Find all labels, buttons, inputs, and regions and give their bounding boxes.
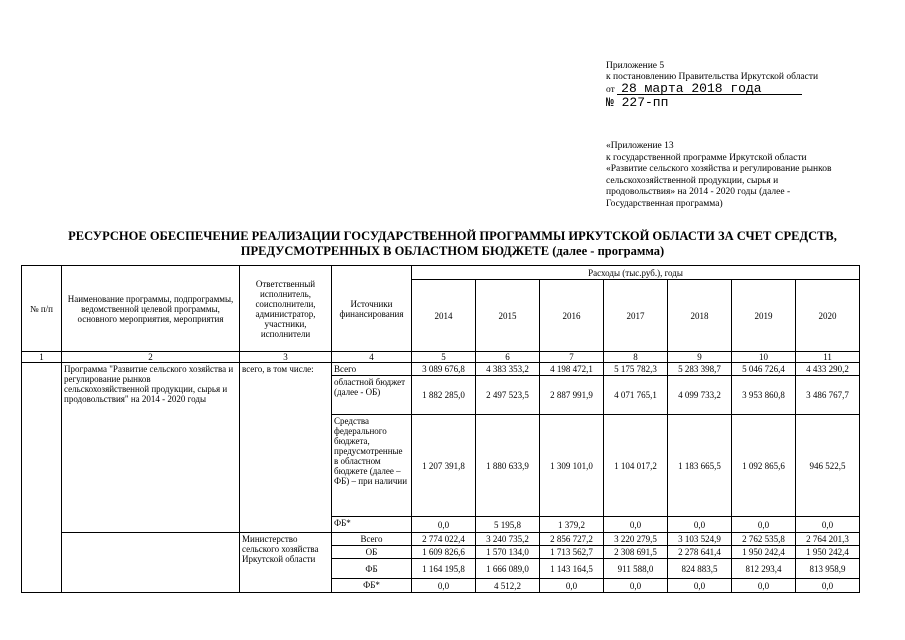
ministry-row-total bbox=[22, 533, 860, 546]
source-cell: ФБ* bbox=[332, 517, 412, 533]
value-cell: 813 958,9 bbox=[796, 559, 860, 579]
appendix-resolution: к постановлению Правительства Иркутской области bbox=[606, 72, 819, 82]
header-row-1 bbox=[22, 266, 860, 280]
value-cell: 1 950 242,4 bbox=[796, 546, 860, 559]
value-cell: 2 497 523,5 bbox=[476, 376, 540, 415]
budget-table bbox=[21, 265, 860, 593]
value-cell: 1 379,2 bbox=[540, 517, 604, 533]
value-cell: 0,0 bbox=[796, 517, 860, 533]
value-cell: 5 046 726,4 bbox=[732, 363, 796, 376]
date-value: 28 марта 2018 года bbox=[617, 83, 801, 95]
value-cell: 4 512,2 bbox=[476, 579, 540, 593]
value-cell: 0,0 bbox=[412, 579, 476, 593]
appendix13-line: «Развитие сельского хозяйства и регулирование рынков bbox=[606, 164, 832, 175]
column-number: 3 bbox=[240, 352, 332, 363]
appendix13-line: к государственной программе Иркутской области bbox=[606, 152, 807, 163]
source-cell: Всего bbox=[332, 533, 412, 546]
value-cell: 1 207 391,8 bbox=[412, 415, 476, 517]
value-cell: 1 570 134,0 bbox=[476, 546, 540, 559]
appendix13-line: продовольствия» на 2014 - 2020 годы (далее - bbox=[606, 187, 791, 198]
value-cell: 1 882 285,0 bbox=[412, 376, 476, 415]
source-cell: ФБ* bbox=[332, 579, 412, 593]
program-executor: всего, в том числе: bbox=[240, 363, 332, 533]
source-cell: областной бюджет (далее - ОБ) bbox=[332, 376, 412, 415]
source-cell: ФБ bbox=[332, 559, 412, 579]
value-cell: 4 383 353,2 bbox=[476, 363, 540, 376]
value-cell: 2 762 535,8 bbox=[732, 533, 796, 546]
header-year: 2016 bbox=[540, 280, 604, 352]
resolution-number: № 227-пп bbox=[606, 95, 669, 110]
header-sources: Источники финансирования bbox=[332, 266, 412, 352]
header-num: № п/п bbox=[22, 266, 62, 352]
value-cell: 1 950 242,4 bbox=[732, 546, 796, 559]
value-cell: 1 092 865,6 bbox=[732, 415, 796, 517]
source-cell: Всего bbox=[332, 363, 412, 376]
program-row-total bbox=[22, 363, 860, 376]
column-number-row bbox=[22, 352, 860, 363]
header-expenses: Расходы (тыс.руб.), годы bbox=[412, 266, 860, 280]
value-cell: 1 104 017,2 bbox=[604, 415, 668, 517]
value-cell: 4 099 733,2 bbox=[668, 376, 732, 415]
column-number: 1 bbox=[22, 352, 62, 363]
column-number: 2 bbox=[62, 352, 240, 363]
header-year: 2020 bbox=[796, 280, 860, 352]
value-cell: 0,0 bbox=[604, 517, 668, 533]
value-cell: 2 774 022,4 bbox=[412, 533, 476, 546]
source-cell: ОБ bbox=[332, 546, 412, 559]
row-num-cell bbox=[22, 363, 62, 593]
header-year: 2014 bbox=[412, 280, 476, 352]
column-number: 6 bbox=[476, 352, 540, 363]
date-prefix: от bbox=[606, 85, 615, 95]
value-cell: 812 293,4 bbox=[732, 559, 796, 579]
value-cell: 0,0 bbox=[796, 579, 860, 593]
value-cell: 4 433 290,2 bbox=[796, 363, 860, 376]
value-cell: 2 308 691,5 bbox=[604, 546, 668, 559]
value-cell: 5 175 782,3 bbox=[604, 363, 668, 376]
value-cell: 5 283 398,7 bbox=[668, 363, 732, 376]
source-cell: Средства федерального бюджета, предусмотренные в областном бюджете (далее – ФБ) – при наличии bbox=[332, 415, 412, 517]
document-title bbox=[40, 229, 865, 258]
column-number: 10 bbox=[732, 352, 796, 363]
program-name: Программа "Развитие сельского хозяйства и регулирование рынков сельскохозяйственной продукции, сырья и продовольствия" на 2014 - 2020 годы bbox=[62, 363, 240, 533]
value-cell: 1 880 633,9 bbox=[476, 415, 540, 517]
value-cell: 3 953 860,8 bbox=[732, 376, 796, 415]
header-year: 2017 bbox=[604, 280, 668, 352]
value-cell: 2 856 727,2 bbox=[540, 533, 604, 546]
value-cell: 1 143 164,5 bbox=[540, 559, 604, 579]
value-cell: 4 071 765,1 bbox=[604, 376, 668, 415]
ministry-name-cell bbox=[62, 533, 240, 593]
value-cell: 0,0 bbox=[668, 517, 732, 533]
value-cell: 2 764 201,3 bbox=[796, 533, 860, 546]
appendix-5-header bbox=[606, 61, 818, 108]
header-executor: Ответственный исполнитель, соисполнители, администратор, участники, исполнители bbox=[240, 266, 332, 352]
value-cell: 1 713 562,7 bbox=[540, 546, 604, 559]
value-cell: 3 486 767,7 bbox=[796, 376, 860, 415]
column-number: 9 bbox=[668, 352, 732, 363]
value-cell: 911 588,0 bbox=[604, 559, 668, 579]
value-cell: 2 278 641,4 bbox=[668, 546, 732, 559]
value-cell: 0,0 bbox=[540, 579, 604, 593]
value-cell: 824 883,5 bbox=[668, 559, 732, 579]
header-name: Наименование программы, подпрограммы, ведомственной целевой программы, основного мероприятия, мероприятия bbox=[62, 266, 240, 352]
column-number: 8 bbox=[604, 352, 668, 363]
column-number: 5 bbox=[412, 352, 476, 363]
value-cell: 3 089 676,8 bbox=[412, 363, 476, 376]
value-cell: 4 198 472,1 bbox=[540, 363, 604, 376]
column-number: 7 bbox=[540, 352, 604, 363]
value-cell: 3 240 735,2 bbox=[476, 533, 540, 546]
value-cell: 3 103 524,9 bbox=[668, 533, 732, 546]
value-cell: 946 522,5 bbox=[796, 415, 860, 517]
value-cell: 0,0 bbox=[668, 579, 732, 593]
value-cell: 3 220 279,5 bbox=[604, 533, 668, 546]
value-cell: 0,0 bbox=[732, 579, 796, 593]
value-cell: 0,0 bbox=[732, 517, 796, 533]
appendix13-line: Государственная программа) bbox=[606, 198, 723, 209]
title-line-1: РЕСУРСНОЕ ОБЕСПЕЧЕНИЕ РЕАЛИЗАЦИИ ГОСУДАРСТВЕННОЙ ПРОГРАММЫ ИРКУТСКОЙ ОБЛАСТИ ЗА СЧЕТ СРЕДСТВ, bbox=[68, 229, 837, 243]
appendix13-line: «Приложение 13 bbox=[606, 141, 674, 151]
value-cell: 1 666 089,0 bbox=[476, 559, 540, 579]
header-year: 2015 bbox=[476, 280, 540, 352]
header-year: 2018 bbox=[668, 280, 732, 352]
title-line-2: ПРЕДУСМОТРЕННЫХ В ОБЛАСТНОМ БЮДЖЕТЕ (далее - программа) bbox=[240, 243, 665, 258]
appendix-13-header bbox=[606, 141, 836, 211]
value-cell: 1 609 826,6 bbox=[412, 546, 476, 559]
value-cell: 0,0 bbox=[412, 517, 476, 533]
value-cell: 1 183 665,5 bbox=[668, 415, 732, 517]
value-cell: 1 164 195,8 bbox=[412, 559, 476, 579]
appendix-title: Приложение 5 bbox=[606, 61, 665, 71]
value-cell: 1 309 101,0 bbox=[540, 415, 604, 517]
value-cell: 5 195,8 bbox=[476, 517, 540, 533]
column-number: 4 bbox=[332, 352, 412, 363]
value-cell: 2 887 991,9 bbox=[540, 376, 604, 415]
value-cell: 0,0 bbox=[604, 579, 668, 593]
appendix13-line: сельскохозяйственной продукции, сырья и bbox=[606, 175, 779, 186]
ministry-executor: Министерство сельского хозяйства Иркутской области bbox=[240, 533, 332, 593]
column-number: 11 bbox=[796, 352, 860, 363]
header-year: 2019 bbox=[732, 280, 796, 352]
